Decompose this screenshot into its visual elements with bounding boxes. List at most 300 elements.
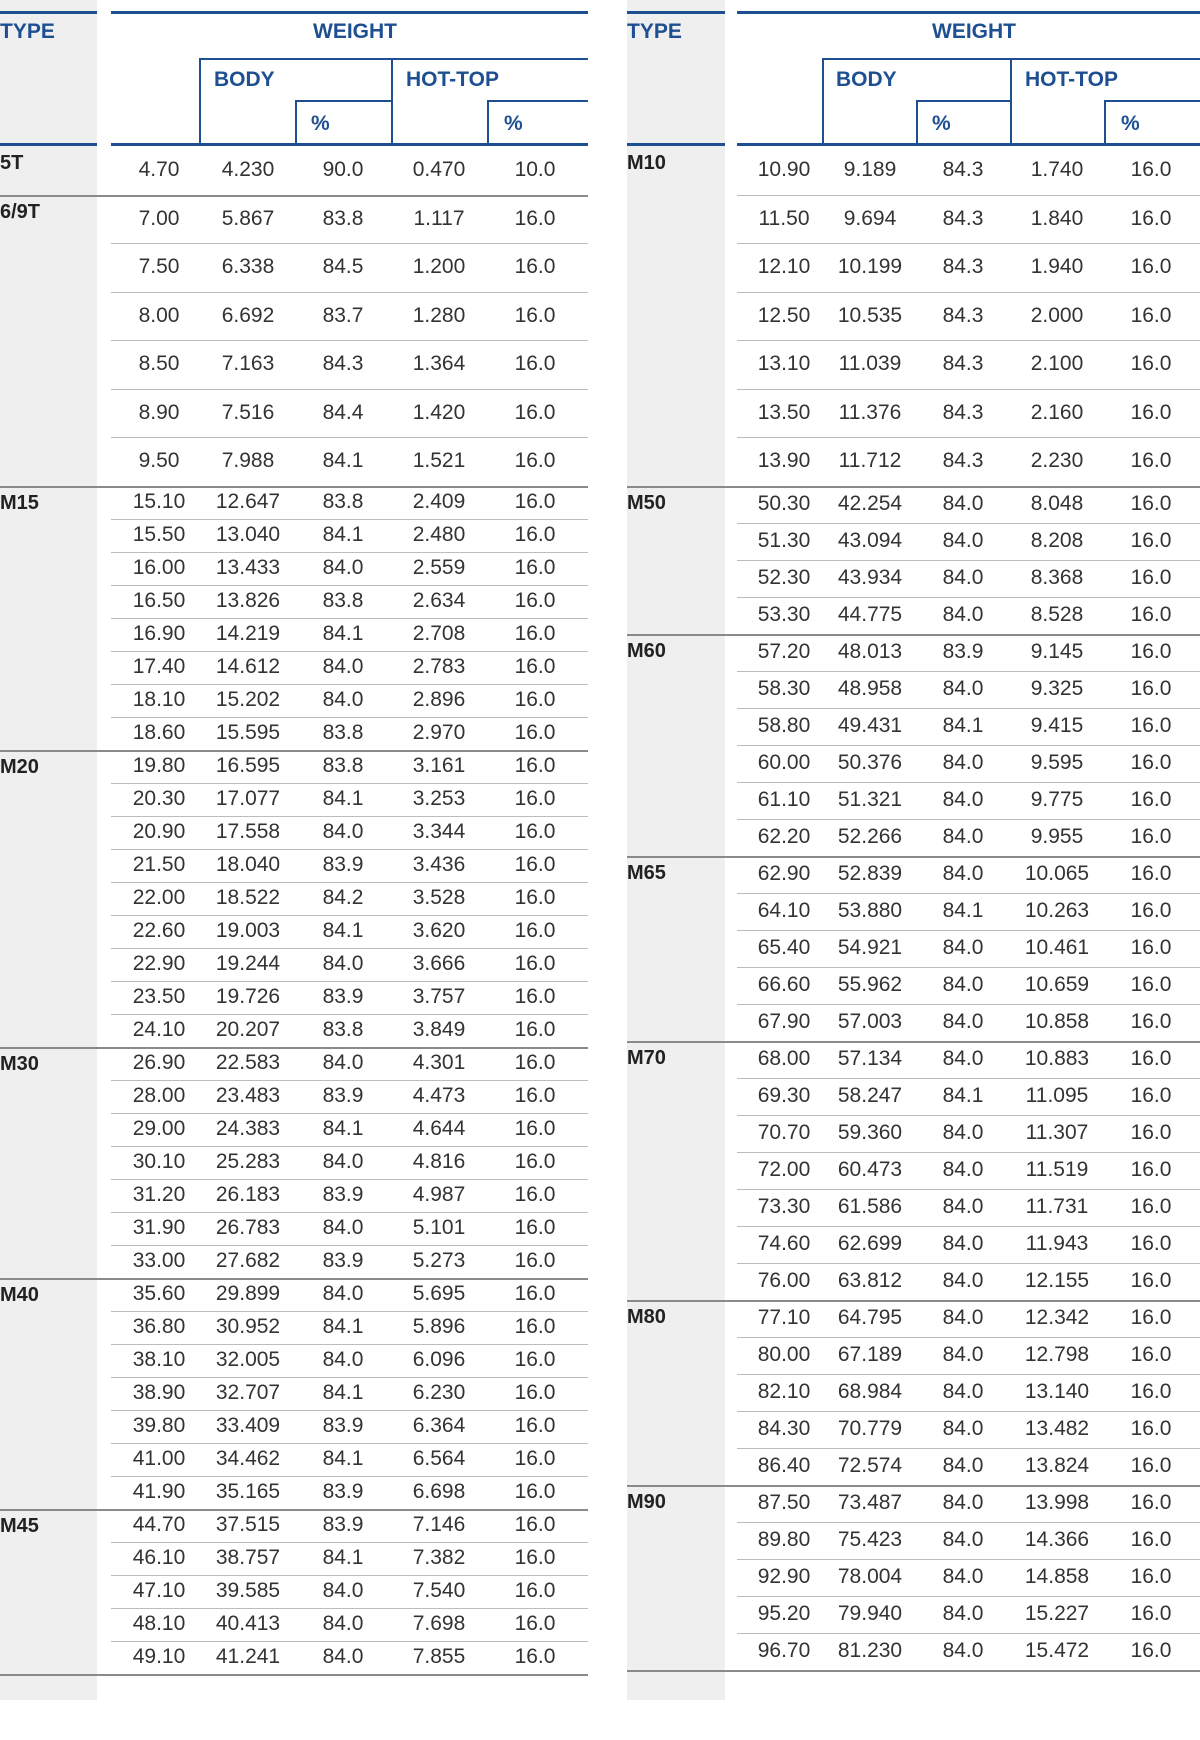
type-label: M90 [627, 1490, 666, 1513]
table-cell: 16.0 [514, 1216, 556, 1239]
row-divider [111, 1245, 588, 1246]
table-cell: 84.0 [942, 825, 984, 848]
table-cell: 7.540 [412, 1579, 466, 1602]
table-cell: 31.20 [132, 1183, 186, 1206]
table-cell: 2.480 [412, 523, 466, 546]
table-cell: 16.0 [1130, 714, 1172, 737]
table-cell: 16.0 [514, 1051, 556, 1074]
table-cell: 16.0 [514, 400, 556, 424]
group-divider [0, 1047, 588, 1049]
table-cell: 16.0 [1130, 1639, 1172, 1662]
row-divider [737, 1152, 1200, 1153]
table-cell: 16.0 [514, 1084, 556, 1107]
table-cell: 84.0 [942, 1306, 984, 1329]
table-cell: 14.612 [215, 655, 281, 678]
table-cell: 84.1 [322, 1315, 364, 1338]
table-cell: 84.0 [942, 1528, 984, 1551]
type-header: TYPE [627, 20, 682, 43]
type-label: M40 [0, 1283, 39, 1306]
table-cell: 16.0 [1130, 640, 1172, 663]
type-label: 5T [0, 152, 24, 174]
table-cell: 7.382 [412, 1546, 466, 1569]
table-cell: 6.564 [412, 1447, 466, 1470]
table-cell: 16.0 [514, 1150, 556, 1173]
row-divider [111, 389, 588, 390]
row-divider [111, 1608, 588, 1609]
table-cell: 95.20 [757, 1602, 811, 1625]
table-cell: 2.970 [412, 721, 466, 744]
table-cell: 84.0 [942, 1158, 984, 1181]
table-cell: 67.189 [837, 1343, 903, 1366]
table-cell: 2.559 [412, 556, 466, 579]
table-cell: 84.1 [942, 714, 984, 737]
row-divider [111, 651, 588, 652]
header-rule [737, 11, 1200, 14]
row-divider [737, 1374, 1200, 1375]
table-cell: 69.30 [757, 1084, 811, 1107]
row-divider [737, 930, 1200, 931]
type-column [627, 0, 725, 1700]
table-cell: 16.0 [1130, 1232, 1172, 1255]
table-cell: 16.0 [514, 206, 556, 230]
table-cell: 16.0 [514, 589, 556, 612]
table-cell: 12.155 [1024, 1269, 1090, 1292]
table-cell: 5.101 [412, 1216, 466, 1239]
table-cell: 84.0 [322, 1579, 364, 1602]
table-cell: 16.0 [1130, 158, 1172, 182]
table-cell: 15.202 [215, 688, 281, 711]
table-cell: 7.516 [221, 400, 275, 424]
table-cell: 10.263 [1024, 899, 1090, 922]
table-cell: 96.70 [757, 1639, 811, 1662]
table-cell: 70.779 [837, 1417, 903, 1440]
table-cell: 8.50 [138, 352, 180, 376]
table-cell: 83.9 [322, 985, 364, 1008]
table-cell: 70.70 [757, 1121, 811, 1144]
table-cell: 62.90 [757, 862, 811, 885]
row-divider [111, 1575, 588, 1576]
table-cell: 12.798 [1024, 1343, 1090, 1366]
table-cell: 84.0 [942, 1639, 984, 1662]
table-cell: 16.0 [514, 1183, 556, 1206]
group-divider [627, 1300, 1200, 1302]
table-cell: 65.40 [757, 936, 811, 959]
table-cell: 30.10 [132, 1150, 186, 1173]
table-cell: 16.0 [514, 1018, 556, 1041]
table-cell: 84.0 [942, 603, 984, 626]
table-cell: 10.461 [1024, 936, 1090, 959]
table-cell: 17.077 [215, 787, 281, 810]
row-divider [737, 708, 1200, 709]
table-cell: 11.095 [1025, 1084, 1089, 1107]
row-divider [737, 597, 1200, 598]
table-cell: 83.8 [322, 1018, 364, 1041]
row-divider [737, 1596, 1200, 1597]
row-divider [111, 1014, 588, 1015]
hottop-header: HOT-TOP [1025, 68, 1118, 91]
type-column [0, 0, 97, 1700]
row-divider [737, 437, 1200, 438]
table-cell: 41.90 [132, 1480, 186, 1503]
table-cell: 16.0 [1130, 1121, 1172, 1144]
weight-header: WEIGHT [313, 20, 397, 43]
table-cell: 22.583 [215, 1051, 281, 1074]
table-cell: 2.160 [1030, 400, 1084, 424]
table-cell: 90.0 [322, 158, 364, 182]
table-cell: 25.283 [215, 1150, 281, 1173]
percent-divider [487, 100, 489, 145]
table-cell: 57.20 [757, 640, 811, 663]
table-cell: 73.487 [837, 1491, 903, 1514]
table-cell: 84.0 [942, 1491, 984, 1514]
table-cell: 84.0 [942, 529, 984, 552]
table-cell: 2.896 [412, 688, 466, 711]
table-cell: 16.50 [132, 589, 186, 612]
table-cell: 84.0 [942, 1269, 984, 1292]
table-cell: 15.472 [1024, 1639, 1090, 1662]
table-cell: 16.0 [1130, 1454, 1172, 1477]
table-cell: 18.10 [132, 688, 186, 711]
table-cell: 15.10 [132, 490, 186, 513]
table-cell: 77.10 [757, 1306, 811, 1329]
table-cell: 84.0 [942, 862, 984, 885]
table-cell: 16.0 [514, 490, 556, 513]
row-divider [111, 292, 588, 293]
table-cell: 31.90 [132, 1216, 186, 1239]
row-divider [111, 783, 588, 784]
subheader-rule [200, 58, 588, 60]
table-cell: 16.0 [514, 1513, 556, 1536]
table-cell: 13.824 [1024, 1454, 1090, 1477]
table-cell: 72.00 [757, 1158, 811, 1181]
table-cell: 16.0 [1130, 1343, 1172, 1366]
row-divider [737, 1115, 1200, 1116]
table-cell: 32.005 [215, 1348, 281, 1371]
table-cell: 16.0 [514, 523, 556, 546]
table-cell: 3.849 [412, 1018, 466, 1041]
table-cell: 84.1 [322, 622, 364, 645]
table-cell: 20.207 [215, 1018, 281, 1041]
table-cell: 84.4 [322, 400, 364, 424]
table-cell: 84.0 [942, 1343, 984, 1366]
table-cell: 16.0 [514, 1546, 556, 1569]
table-cell: 20.90 [132, 820, 186, 843]
table-cell: 6.338 [221, 255, 275, 279]
table-cell: 59.360 [837, 1121, 903, 1144]
type-label: M65 [627, 861, 666, 884]
table-cell: 7.698 [412, 1612, 466, 1635]
table-cell: 3.666 [412, 952, 466, 975]
table-cell: 6.364 [412, 1414, 466, 1437]
table-cell: 7.855 [412, 1645, 466, 1668]
table-cell: 16.0 [1130, 677, 1172, 700]
table-cell: 39.80 [132, 1414, 186, 1437]
row-divider [737, 1559, 1200, 1560]
table-cell: 13.90 [757, 449, 811, 473]
table-cell: 16.0 [1130, 1158, 1172, 1181]
group-divider [0, 195, 588, 197]
table-cell: 43.094 [837, 529, 903, 552]
type-label: M20 [0, 755, 39, 778]
table-cell: 16.0 [514, 688, 556, 711]
row-divider [737, 671, 1200, 672]
table-cell: 61.586 [837, 1195, 903, 1218]
table-cell: 84.3 [942, 449, 984, 473]
table-cell: 16.0 [514, 721, 556, 744]
table-cell: 84.3 [942, 255, 984, 279]
table-cell: 84.0 [322, 1282, 364, 1305]
table-cell: 84.0 [942, 788, 984, 811]
type-label: M15 [0, 491, 39, 514]
table-cell: 58.80 [757, 714, 811, 737]
table-cell: 60.00 [757, 751, 811, 774]
table-cell: 15.50 [132, 523, 186, 546]
table-cell: 16.00 [132, 556, 186, 579]
table-cell: 9.955 [1030, 825, 1084, 848]
table-cell: 12.10 [757, 255, 811, 279]
table-cell: 16.0 [1130, 1491, 1172, 1514]
table-cell: 50.376 [837, 751, 903, 774]
table-cell: 18.60 [132, 721, 186, 744]
table-cell: 4.987 [412, 1183, 466, 1206]
table-cell: 4.816 [412, 1150, 466, 1173]
table-cell: 24.10 [132, 1018, 186, 1041]
table-cell: 16.0 [514, 1249, 556, 1272]
table-cell: 2.783 [412, 655, 466, 678]
table-cell: 16.0 [514, 1645, 556, 1668]
hottop-divider [1010, 58, 1012, 145]
table-cell: 84.1 [322, 787, 364, 810]
table-cell: 26.90 [132, 1051, 186, 1074]
row-divider [737, 1226, 1200, 1227]
table-cell: 75.423 [837, 1528, 903, 1551]
table-cell: 84.0 [942, 1232, 984, 1255]
table-cell: 84.1 [322, 1381, 364, 1404]
table-cell: 16.0 [1130, 1565, 1172, 1588]
table-cell: 4.301 [412, 1051, 466, 1074]
row-divider [737, 243, 1200, 244]
table-cell: 16.0 [1130, 1047, 1172, 1070]
percent-rule [487, 100, 588, 102]
table-cell: 16.0 [1130, 751, 1172, 774]
table-cell: 49.431 [837, 714, 903, 737]
row-divider [111, 948, 588, 949]
table-cell: 1.200 [412, 255, 466, 279]
hottop-divider [391, 58, 393, 145]
table-cell: 84.0 [942, 1010, 984, 1033]
table-cell: 16.90 [132, 622, 186, 645]
table-cell: 83.7 [322, 303, 364, 327]
table-cell: 5.896 [412, 1315, 466, 1338]
table-cell: 84.3 [942, 303, 984, 327]
percent-divider [1104, 100, 1106, 145]
table-cell: 53.880 [837, 899, 903, 922]
table-cell: 16.595 [215, 754, 281, 777]
percent-divider [295, 100, 297, 145]
table-cell: 28.00 [132, 1084, 186, 1107]
table-cell: 84.0 [942, 1602, 984, 1625]
table-cell: 16.0 [514, 1480, 556, 1503]
table-cell: 84.0 [942, 492, 984, 515]
table-cell: 83.9 [322, 1084, 364, 1107]
group-divider [627, 1041, 1200, 1043]
body-percent-header: % [311, 112, 330, 135]
table-cell: 16.0 [514, 1381, 556, 1404]
table-cell: 83.8 [322, 490, 364, 513]
row-divider [737, 1263, 1200, 1264]
body-header: BODY [214, 68, 275, 91]
table-cell: 84.0 [942, 936, 984, 959]
table-cell: 16.0 [514, 255, 556, 279]
table-cell: 29.899 [215, 1282, 281, 1305]
weight-header: WEIGHT [932, 20, 1016, 43]
table-cell: 84.0 [322, 1612, 364, 1635]
table-cell: 3.757 [412, 985, 466, 1008]
row-divider [111, 243, 588, 244]
type-label: M80 [627, 1305, 666, 1328]
percent-rule [916, 100, 1010, 102]
table-cell: 84.0 [942, 1565, 984, 1588]
table-cell: 16.0 [514, 1579, 556, 1602]
table-cell: 13.482 [1024, 1417, 1090, 1440]
table-cell: 2.000 [1030, 303, 1084, 327]
table-cell: 3.620 [412, 919, 466, 942]
table-cell: 84.0 [942, 1195, 984, 1218]
table-cell: 48.958 [837, 677, 903, 700]
table-cell: 16.0 [514, 556, 556, 579]
table-cell: 83.9 [322, 853, 364, 876]
table-cell: 16.0 [1130, 255, 1172, 279]
table-cell: 30.952 [215, 1315, 281, 1338]
header-rule [0, 11, 97, 14]
table-cell: 16.0 [514, 1315, 556, 1338]
table-cell: 83.9 [322, 1414, 364, 1437]
table-cell: 84.3 [322, 352, 364, 376]
table-cell: 87.50 [757, 1491, 811, 1514]
table-cell: 11.943 [1025, 1232, 1089, 1255]
body-divider [822, 58, 824, 145]
table-cell: 18.522 [215, 886, 281, 909]
table-cell: 16.0 [514, 303, 556, 327]
table-cell: 16.0 [514, 1348, 556, 1371]
table-cell: 68.984 [837, 1380, 903, 1403]
table-cell: 13.140 [1024, 1380, 1090, 1403]
table-cell: 92.90 [757, 1565, 811, 1588]
group-divider [627, 486, 1200, 488]
type-label: M30 [0, 1052, 39, 1075]
table-cell: 9.694 [843, 206, 897, 230]
table-cell: 9.145 [1030, 640, 1084, 663]
table-cell: 16.0 [514, 1612, 556, 1635]
table-cell: 16.0 [514, 352, 556, 376]
table-cell: 67.90 [757, 1010, 811, 1033]
type-label: M60 [627, 639, 666, 662]
table-cell: 22.00 [132, 886, 186, 909]
table-cell: 11.307 [1025, 1121, 1089, 1144]
table-cell: 16.0 [1130, 206, 1172, 230]
table-cell: 38.10 [132, 1348, 186, 1371]
table-cell: 16.0 [514, 754, 556, 777]
table-cell: 84.3 [942, 158, 984, 182]
type-label: 6/9T [0, 200, 41, 223]
table-cell: 16.0 [1130, 1269, 1172, 1292]
row-divider [737, 340, 1200, 341]
row-divider [111, 1311, 588, 1312]
table-cell: 83.9 [322, 1183, 364, 1206]
table-cell: 16.0 [1130, 566, 1172, 589]
row-divider [111, 585, 588, 586]
row-divider [737, 819, 1200, 820]
table-cell: 16.0 [1130, 1602, 1172, 1625]
row-divider [737, 389, 1200, 390]
row-divider [111, 684, 588, 685]
table-cell: 84.30 [757, 1417, 811, 1440]
row-divider [111, 717, 588, 718]
table-cell: 52.266 [837, 825, 903, 848]
row-divider [111, 882, 588, 883]
table-cell: 34.462 [215, 1447, 281, 1470]
table-cell: 84.0 [942, 1454, 984, 1477]
group-divider [0, 486, 588, 488]
table-cell: 13.10 [757, 352, 811, 376]
row-divider [111, 340, 588, 341]
table-cell: 51.321 [837, 788, 903, 811]
table-cell: 6.698 [412, 1480, 466, 1503]
table-cell: 36.80 [132, 1315, 186, 1338]
table-cell: 16.0 [1130, 973, 1172, 996]
table-cell: 53.30 [757, 603, 811, 626]
table-cell: 83.8 [322, 589, 364, 612]
row-divider [737, 782, 1200, 783]
table-cell: 46.10 [132, 1546, 186, 1569]
table-cell: 12.342 [1024, 1306, 1090, 1329]
table-cell: 10.065 [1024, 862, 1090, 885]
table-cell: 6.230 [412, 1381, 466, 1404]
table-cell: 84.3 [942, 206, 984, 230]
table-cell: 6.096 [412, 1348, 466, 1371]
table-cell: 1.840 [1030, 206, 1084, 230]
row-divider [111, 816, 588, 817]
table-cell: 83.8 [322, 206, 364, 230]
table-cell: 3.253 [412, 787, 466, 810]
table-cell: 5.867 [221, 206, 275, 230]
table-cell: 16.0 [1130, 529, 1172, 552]
table-cell: 16.0 [1130, 492, 1172, 515]
table-cell: 81.230 [837, 1639, 903, 1662]
header-rule [627, 11, 725, 14]
table-cell: 49.10 [132, 1645, 186, 1668]
table-cell: 16.0 [1130, 603, 1172, 626]
table-cell: 84.0 [942, 1380, 984, 1403]
group-divider [627, 1485, 1200, 1487]
table-cell: 15.595 [215, 721, 281, 744]
table-cell: 9.595 [1030, 751, 1084, 774]
table-cell: 80.00 [757, 1343, 811, 1366]
table-cell: 16.0 [514, 1447, 556, 1470]
type-label: M70 [627, 1046, 666, 1069]
row-divider [111, 1080, 588, 1081]
table-cell: 4.70 [138, 158, 180, 182]
hottop-percent-header: % [1121, 112, 1140, 135]
table-cell: 57.134 [837, 1047, 903, 1070]
type-label: M45 [0, 1514, 39, 1537]
table-cell: 8.528 [1030, 603, 1084, 626]
table-cell: 16.0 [1130, 352, 1172, 376]
table-cell: 0.470 [412, 158, 466, 182]
row-divider [737, 1189, 1200, 1190]
table-cell: 23.483 [215, 1084, 281, 1107]
table-cell: 84.0 [942, 566, 984, 589]
